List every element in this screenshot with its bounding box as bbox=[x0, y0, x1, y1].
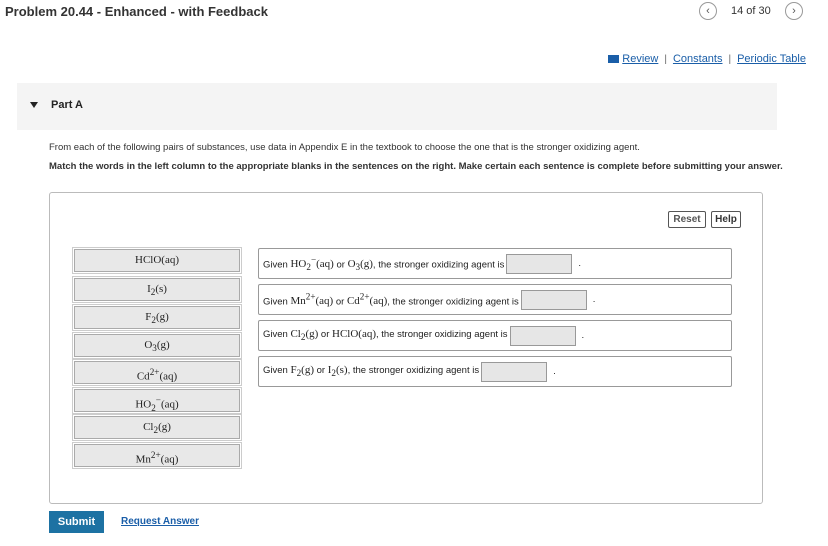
sentence-1 bbox=[258, 248, 732, 279]
answer-tile-ho2[interactable]: $HO_2^-(aq)$ bbox=[74, 389, 240, 412]
drag-drop-panel bbox=[49, 192, 763, 504]
sentence-period: . bbox=[592, 294, 596, 305]
answer-blank-4[interactable] bbox=[481, 362, 547, 382]
part-a-header[interactable] bbox=[17, 83, 777, 130]
answer-blank-3[interactable] bbox=[510, 326, 576, 346]
request-answer-link[interactable]: Request Answer bbox=[121, 516, 199, 527]
help-button[interactable]: Help bbox=[711, 211, 741, 228]
problem-title: Problem 20.44 - Enhanced - with Feedback bbox=[5, 4, 268, 19]
reset-button[interactable]: Reset bbox=[668, 211, 706, 228]
link-separator: | bbox=[728, 53, 732, 65]
sentence-text: Given $HO_2^-(aq)$ or $O_3(g)$, the stronger oxidizing agent is bbox=[263, 254, 505, 273]
sentence-period: . bbox=[578, 258, 582, 269]
answer-tile-f2[interactable]: $F_2(g)$ bbox=[74, 306, 240, 329]
answer-blank-1[interactable] bbox=[506, 254, 572, 274]
answer-tile-o3[interactable]: $O_3(g)$ bbox=[74, 334, 240, 357]
sentence-period: . bbox=[581, 330, 585, 341]
sentence-3 bbox=[258, 320, 732, 351]
answer-blank-2[interactable] bbox=[521, 290, 587, 310]
sentence-text: Given $Cl_2(g)$ or HClO(aq), the stronger oxidizing agent is bbox=[263, 328, 508, 343]
previous-problem-button[interactable]: ‹ bbox=[699, 2, 717, 20]
answer-tile-mn2[interactable]: $Mn^{2+}(aq)$ bbox=[74, 444, 240, 467]
review-link-label: Review bbox=[622, 53, 659, 65]
question-instruction: Match the words in the left column to the appropriate blanks in the sentences on the right. Make certain each sentence is complete before submitting your answer. bbox=[49, 161, 783, 172]
sentence-2 bbox=[258, 284, 732, 315]
review-icon bbox=[608, 55, 619, 63]
sentence-period: . bbox=[553, 366, 556, 377]
submit-button[interactable]: Submit bbox=[49, 511, 104, 533]
sentence-text: Given $Mn^{2+}(aq)$ or $Cd^{2+}(aq)$, the stronger oxidizing agent is bbox=[263, 291, 519, 308]
problem-counter: 14 of 30 bbox=[731, 5, 771, 17]
answer-tile-cl2[interactable]: $Cl_2(g)$ bbox=[74, 416, 240, 439]
collapse-triangle-icon[interactable] bbox=[30, 102, 38, 108]
answer-tile-i2[interactable]: $I_2(s)$ bbox=[74, 278, 240, 301]
next-problem-button[interactable]: › bbox=[785, 2, 803, 20]
link-separator: | bbox=[664, 53, 667, 65]
sentence-4 bbox=[258, 356, 732, 387]
periodic-table-link[interactable]: Periodic Table bbox=[737, 53, 806, 65]
answer-tile-cd2[interactable]: $Cd^{2+}(aq)$ bbox=[74, 361, 240, 384]
part-label: Part A bbox=[51, 99, 83, 111]
question-intro: From each of the following pairs of substances, use data in Appendix E in the textbook to choose the one that is the stronger oxidizing agent. bbox=[49, 142, 640, 153]
review-link[interactable] bbox=[608, 53, 658, 65]
sentence-text: Given $F_2(g)$ or $I_2(s)$, the stronger oxidizing agent is bbox=[263, 364, 480, 379]
constants-link[interactable]: Constants bbox=[672, 53, 723, 65]
resource-links bbox=[608, 53, 806, 65]
answer-tile-hclo[interactable]: HClO(aq) bbox=[74, 249, 240, 272]
